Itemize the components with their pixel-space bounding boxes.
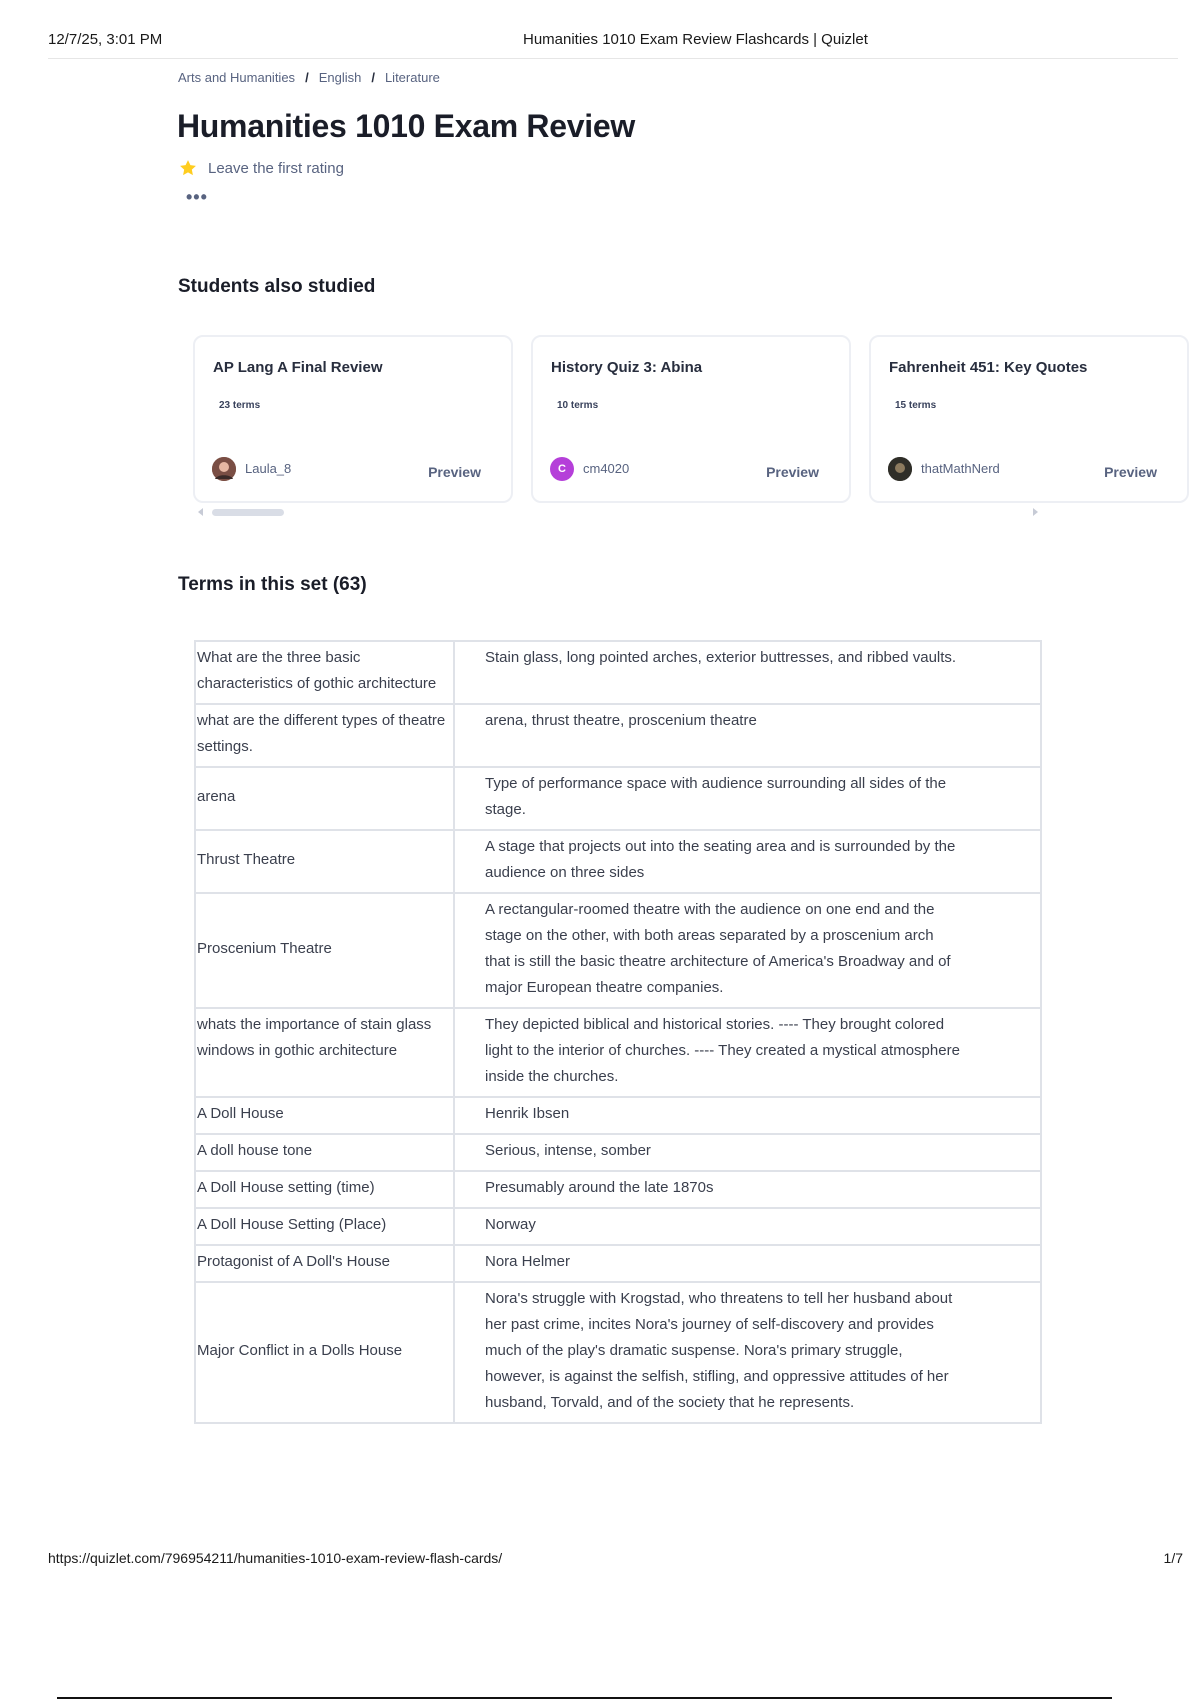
term-cell: Protagonist of A Doll's House: [195, 1245, 454, 1282]
breadcrumb: [178, 70, 440, 85]
table-row: [195, 641, 1041, 704]
term-cell: Thrust Theatre: [195, 830, 454, 893]
terms-table: [194, 640, 1042, 1424]
print-footer: [48, 1550, 1183, 1566]
term-cell: Proscenium Theatre: [195, 893, 454, 1008]
related-set-title[interactable]: AP Lang A Final Review: [213, 359, 383, 376]
term-cell: What are the three basic characteristics of gothic architecture: [195, 641, 454, 704]
breadcrumb-item-arts-and-humanities[interactable]: Arts and Humanities: [178, 70, 296, 85]
user-avatar-icon: [888, 457, 912, 481]
print-header: [48, 28, 1178, 59]
definition-cell: Type of performance space with audience surrounding all sides of the stage.: [454, 767, 1041, 830]
related-set-author[interactable]: cm4020: [583, 461, 630, 476]
table-row: [195, 1134, 1041, 1171]
rating-button[interactable]: [178, 158, 344, 178]
term-cell: A Doll House Setting (Place): [195, 1208, 454, 1245]
term-cell: Major Conflict in a Dolls House: [195, 1282, 454, 1423]
breadcrumb-separator: /: [371, 70, 375, 85]
term-cell: what are the different types of theatre settings.: [195, 704, 454, 767]
table-row: [195, 1097, 1041, 1134]
related-set-term-count: 23 terms: [219, 400, 261, 411]
table-row: [195, 1008, 1041, 1097]
print-document-title: Humanities 1010 Exam Review Flashcards | Quizlet: [523, 31, 868, 48]
page-url: https://quizlet.com/796954211/humanities-1010-exam-review-flash-cards/: [48, 1550, 503, 1566]
related-set-author[interactable]: thatMathNerd: [921, 461, 1000, 476]
more-options-icon[interactable]: •••: [186, 187, 208, 207]
table-row: [195, 893, 1041, 1008]
definition-cell: They depicted biblical and historical stories. ---- They brought colored light to the interior of churches. ---- They created a mystical atmosphere inside the churches.: [454, 1008, 1041, 1097]
related-set-title[interactable]: History Quiz 3: Abina: [551, 359, 703, 376]
definition-cell: Henrik Ibsen: [454, 1097, 1041, 1134]
table-row: [195, 1208, 1041, 1245]
avatar: C: [550, 457, 574, 481]
definition-cell: arena, thrust theatre, proscenium theatre: [454, 704, 1041, 767]
related-set-term-count: 10 terms: [557, 400, 599, 411]
table-row: [195, 1245, 1041, 1282]
table-row: [195, 767, 1041, 830]
scroll-left-icon[interactable]: [198, 508, 203, 516]
print-datetime: 12/7/25, 3:01 PM: [48, 31, 163, 48]
students-also-studied-heading: Students also studied: [178, 276, 376, 297]
table-row: [195, 1171, 1041, 1208]
related-set-card[interactable]: [531, 335, 851, 503]
terms-heading: Terms in this set (63): [178, 574, 367, 595]
term-cell: whats the importance of stain glass windows in gothic architecture: [195, 1008, 454, 1097]
definition-cell: Stain glass, long pointed arches, exterior buttresses, and ribbed vaults.: [454, 641, 1041, 704]
page-number: 1/7: [1163, 1550, 1183, 1566]
divider: [57, 1697, 1112, 1699]
breadcrumb-separator: /: [305, 70, 309, 85]
related-set-card[interactable]: [869, 335, 1189, 503]
related-set-term-count: 15 terms: [895, 400, 937, 411]
scroll-right-icon[interactable]: [1033, 508, 1038, 516]
carousel-scrollbar[interactable]: [198, 508, 1038, 518]
breadcrumb-item-english[interactable]: English: [318, 70, 362, 85]
term-cell: A Doll House: [195, 1097, 454, 1134]
table-row: [195, 830, 1041, 893]
user-avatar-icon: [212, 457, 236, 481]
page-title: Humanities 1010 Exam Review: [177, 108, 635, 144]
avatar: [888, 457, 912, 481]
breadcrumb-item-literature[interactable]: Literature: [384, 70, 440, 85]
star-icon: [178, 158, 198, 178]
definition-cell: Norway: [454, 1208, 1041, 1245]
table-row: [195, 704, 1041, 767]
scrollbar-thumb[interactable]: [212, 509, 284, 516]
related-set-card[interactable]: [193, 335, 513, 503]
preview-button[interactable]: Preview: [428, 464, 481, 480]
term-cell: A doll house tone: [195, 1134, 454, 1171]
definition-cell: Nora's struggle with Krogstad, who threatens to tell her husband about her past crime, incites Nora's journey of self-discovery and provides much of the play's dramatic suspense. Nora's primary struggle, however, is against the selfish, stifling, and oppressive attitudes of her husband, Torvald, and of the society that he represents.: [454, 1282, 1041, 1423]
preview-button[interactable]: Preview: [1104, 464, 1157, 480]
related-set-title[interactable]: Fahrenheit 451: Key Quotes: [889, 359, 1088, 376]
avatar: [212, 457, 236, 481]
rating-label: Leave the first rating: [208, 159, 344, 177]
definition-cell: Presumably around the late 1870s: [454, 1171, 1041, 1208]
definition-cell: A stage that projects out into the seating area and is surrounded by the audience on three sides: [454, 830, 1041, 893]
term-cell: A Doll House setting (time): [195, 1171, 454, 1208]
definition-cell: Serious, intense, somber: [454, 1134, 1041, 1171]
related-sets-carousel[interactable]: [193, 335, 1157, 510]
definition-cell: A rectangular-roomed theatre with the audience on one end and the stage on the other, with both areas separated by a proscenium arch that is still the basic theatre architecture of America's Broadway and of major European theatre companies.: [454, 893, 1041, 1008]
definition-cell: Nora Helmer: [454, 1245, 1041, 1282]
term-cell: arena: [195, 767, 454, 830]
preview-button[interactable]: Preview: [766, 464, 819, 480]
related-set-author[interactable]: Laula_8: [245, 461, 292, 476]
table-row: [195, 1282, 1041, 1423]
